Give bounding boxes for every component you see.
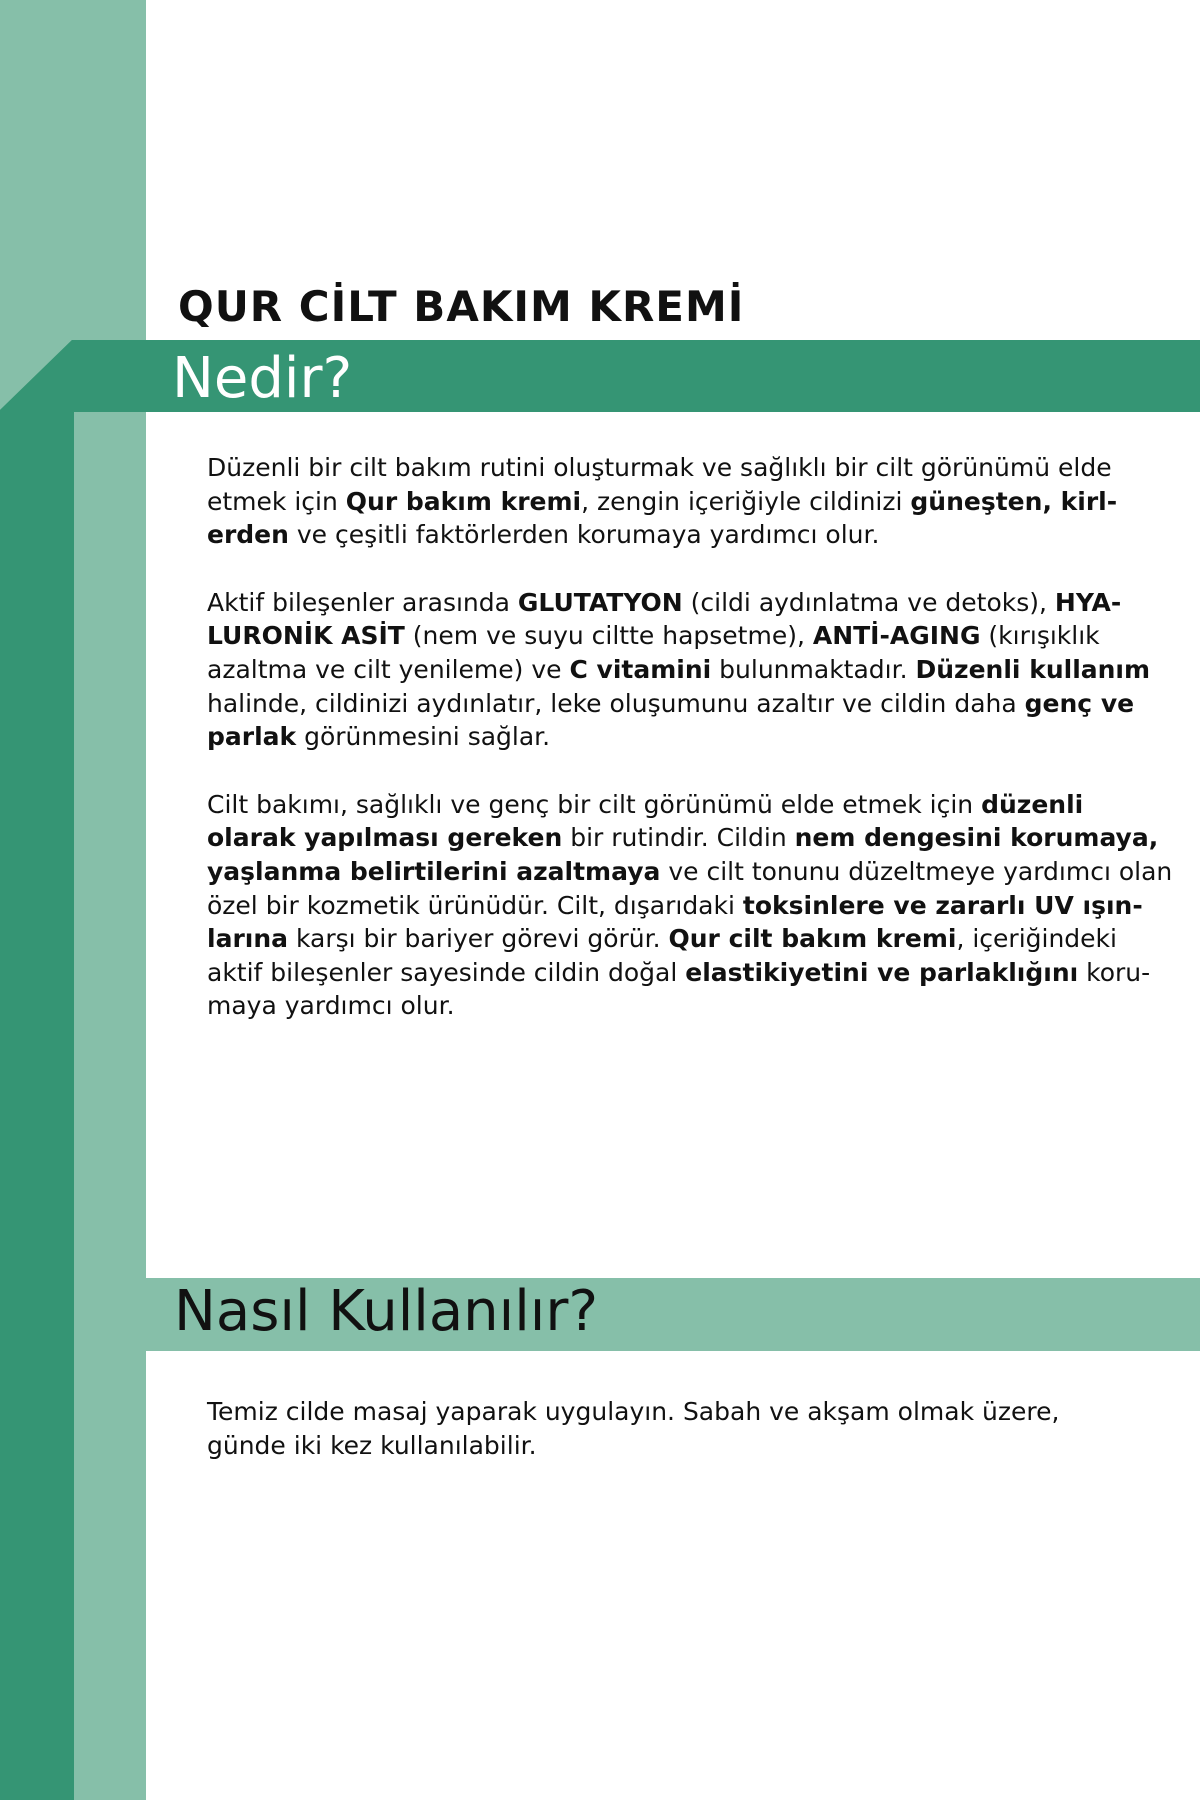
text-run: aktif bileşenler sayesinde cildin doğal xyxy=(207,957,686,987)
bold-text: erden xyxy=(207,520,289,550)
bold-text: olarak yapılması gereken xyxy=(207,823,563,853)
text-run: Aktif bileşenler arasında xyxy=(207,587,518,617)
bold-text: genç ve xyxy=(1024,688,1135,718)
bold-text: düzenli xyxy=(981,789,1084,819)
bold-text: HYA- xyxy=(1054,587,1122,617)
bold-text: güneşten, kirl- xyxy=(910,486,1118,516)
document-title: QUR CİLT BAKIM KREMİ xyxy=(178,282,745,331)
bold-text: C vitamini xyxy=(569,654,712,684)
bold-text: Düzenli kullanım xyxy=(915,654,1151,684)
text-line xyxy=(207,619,1147,653)
text-run: halinde, cildinizi aydınlatır, leke oluşumunu azaltır ve cildin daha xyxy=(207,688,1025,718)
bold-text: Qur bakım kremi xyxy=(345,486,582,516)
usage-line: Temiz cilde masaj yaparak uygulayın. Sabah ve akşam olmak üzere, xyxy=(207,1397,1060,1426)
text-line xyxy=(207,720,1147,754)
text-line xyxy=(207,653,1151,687)
text-run: Cilt bakımı, sağlıklı ve genç bir cilt görünümü elde etmek için xyxy=(207,789,982,819)
text-run: bulunmaktadır. xyxy=(711,654,916,684)
text-run: ve çeşitli faktörlerden korumaya yardımcı olur. xyxy=(288,520,880,550)
section-heading-nasil-kullanilir: Nasıl Kullanılır? xyxy=(174,1279,599,1344)
text-line xyxy=(207,855,1173,889)
text-run: ve cilt tonunu düzeltmeye yardımcı olan xyxy=(660,856,1173,886)
text-line xyxy=(207,586,1147,620)
text-run: (kırışıklık xyxy=(980,621,1100,651)
section-heading-nedir: Nedir? xyxy=(172,346,353,411)
bold-text: toksinlere ve zararlı UV ışın- xyxy=(742,890,1143,920)
text-line xyxy=(207,922,1147,956)
text-line xyxy=(207,451,1147,485)
usage-line: günde iki kez kullanılabilir. xyxy=(207,1431,537,1460)
text-line xyxy=(207,788,1147,822)
bold-text: ANTİ-AGING xyxy=(812,621,981,651)
text-line xyxy=(207,956,1151,990)
bold-text: parlak xyxy=(207,722,297,752)
text-run: bir rutindir. Cildin xyxy=(562,823,795,853)
paragraph xyxy=(207,451,1147,552)
text-run: görünmesini sağlar. xyxy=(296,722,551,752)
text-run: özel bir kozmetik ürünüdür. Cilt, dışarıdaki xyxy=(207,890,743,920)
text-run: koru- xyxy=(1078,957,1151,987)
text-run: (nem ve suyu ciltte hapsetme), xyxy=(404,621,813,651)
bold-text: yaşlanma belirtilerini azaltmaya xyxy=(207,856,661,886)
paragraph xyxy=(207,788,1173,1023)
usage-instructions xyxy=(207,1395,1147,1463)
text-run: etmek için xyxy=(207,486,346,516)
bold-text: LURONİK ASİT xyxy=(207,621,405,651)
text-run: karşı bir bariyer görevi görür. xyxy=(288,924,669,954)
bold-text: larına xyxy=(207,924,289,954)
bold-text: GLUTATYON xyxy=(517,587,683,617)
bold-text: elastikiyetini ve parlaklığını xyxy=(685,957,1079,987)
bold-text: Qur cilt bakım kremi xyxy=(668,924,957,954)
text-line xyxy=(207,485,1147,519)
text-run: Düzenli bir cilt bakım rutini oluşturmak ve sağlıklı bir cilt görünümü elde xyxy=(207,453,1112,482)
bold-text: nem dengesini korumaya, xyxy=(794,823,1159,853)
text-line xyxy=(207,821,1159,855)
text-run: maya yardımcı olur. xyxy=(207,991,455,1021)
description-text xyxy=(207,451,1173,1057)
text-run: , içeriğindeki xyxy=(956,924,1117,954)
text-line xyxy=(207,889,1147,923)
text-line xyxy=(207,989,1147,1023)
text-run: azaltma ve cilt yenileme) ve xyxy=(207,654,570,684)
text-line xyxy=(207,518,1147,552)
text-run: (cildi aydınlatma ve detoks), xyxy=(682,587,1055,617)
paragraph xyxy=(207,586,1151,754)
text-line xyxy=(207,687,1147,721)
text-run: , zengin içeriğiyle cildinizi xyxy=(581,486,911,516)
